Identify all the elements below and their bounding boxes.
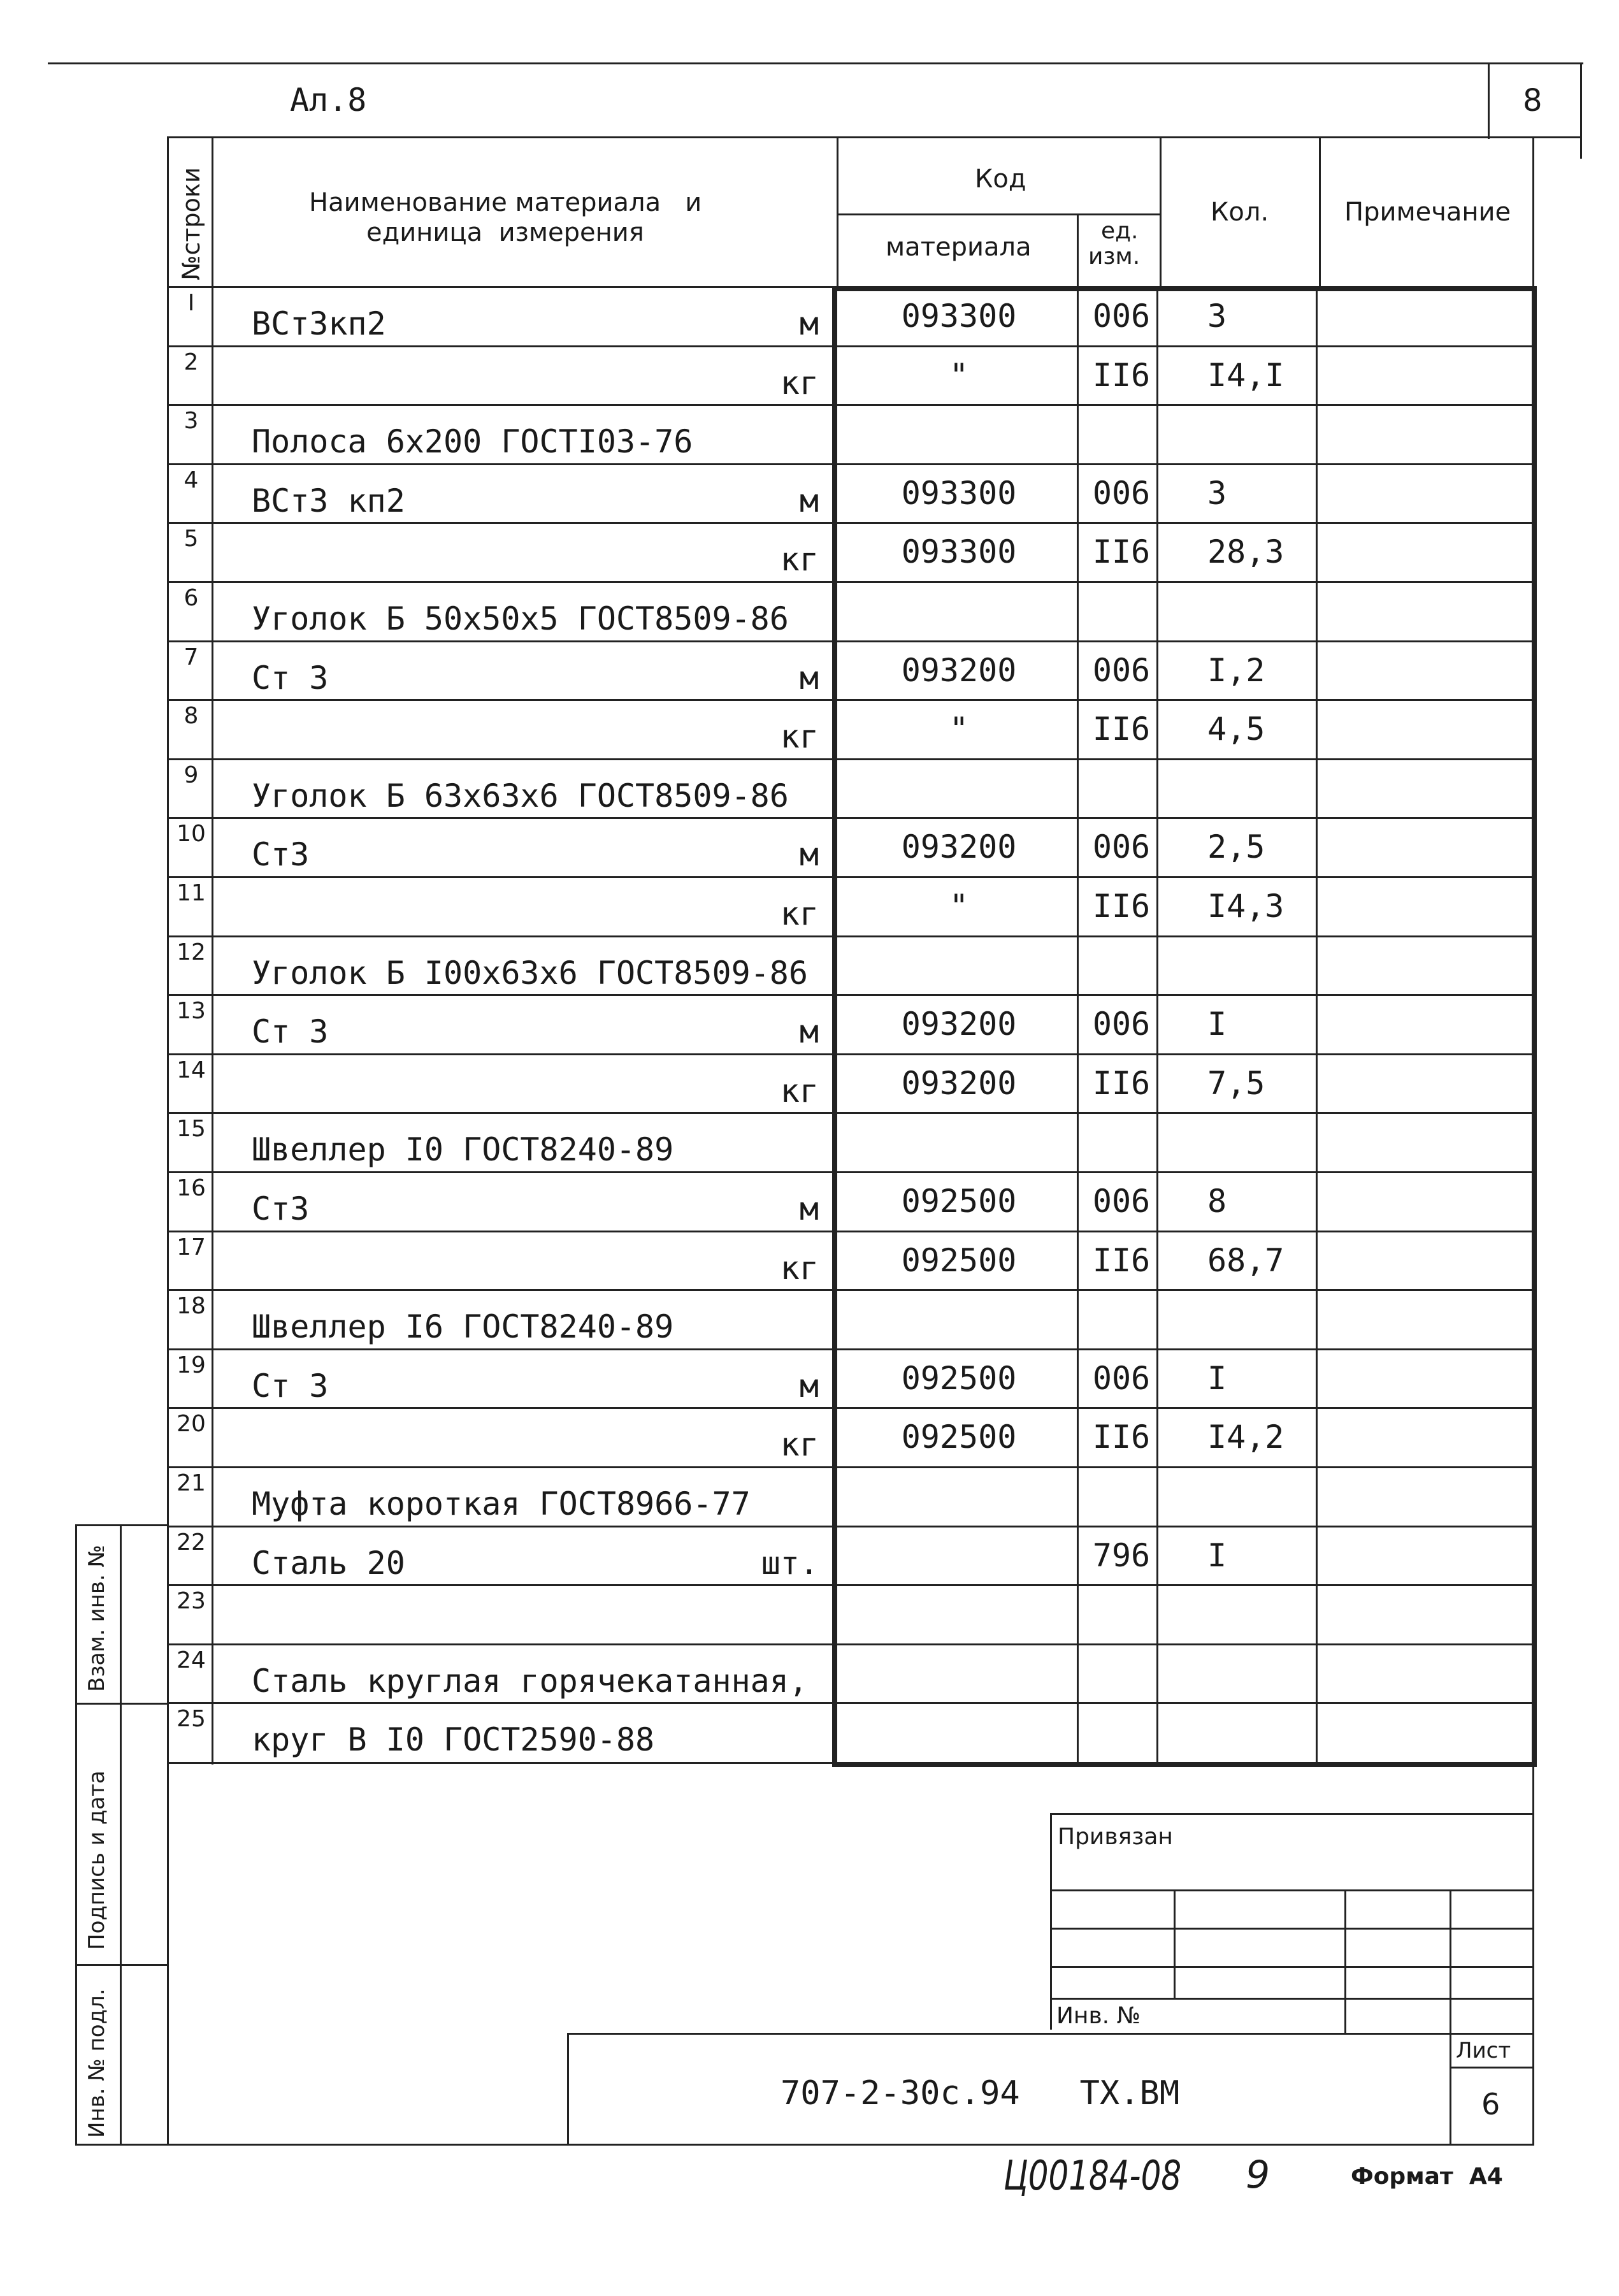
quantity: I4,2	[1207, 1419, 1284, 1455]
material-name: Уголок Б I00х63х6 ГОСТ8509-86	[252, 955, 808, 992]
row-divider	[167, 345, 1534, 347]
row-divider	[167, 935, 1534, 937]
unit-label: м	[799, 1190, 819, 1227]
row-divider	[167, 1112, 1534, 1114]
material-code: 093300	[901, 298, 1017, 335]
material-code: 093200	[901, 828, 1017, 865]
row-number: 9	[183, 762, 199, 788]
row-number: 7	[183, 644, 199, 670]
row-number: I	[187, 290, 195, 316]
row-divider	[167, 1231, 1534, 1232]
name-header-line2: единица измерения	[366, 218, 644, 247]
material-code: 093300	[901, 475, 1017, 512]
quantity: I,2	[1207, 652, 1265, 689]
material-name: Ст 3	[252, 660, 329, 697]
unit-label: кг	[780, 1072, 819, 1109]
material-name: Сталь 20	[252, 1545, 405, 1582]
row-number: 13	[176, 998, 206, 1024]
unit-code: II6	[1092, 1419, 1151, 1455]
row-number: 16	[176, 1175, 206, 1201]
row-divider	[167, 994, 1534, 996]
row-divider	[167, 581, 1534, 583]
material-code: "	[949, 711, 969, 747]
quantity: I4,3	[1207, 888, 1284, 925]
quantity: 8	[1207, 1183, 1227, 1220]
row-divider	[167, 1348, 1534, 1350]
unit-label: м	[799, 836, 819, 873]
material-name: Уголок Б 50х50х5 ГОСТ8509-86	[252, 600, 789, 637]
quantity: 3	[1207, 298, 1227, 335]
code-header: Код	[975, 164, 1026, 194]
quantity: I	[1207, 1537, 1227, 1574]
unit-label: кг	[780, 895, 819, 932]
row-number: 2	[183, 349, 199, 375]
unit-code: 006	[1092, 475, 1151, 512]
unit-label: м	[799, 660, 819, 697]
signature-date-label: Подпись и дата	[84, 1770, 110, 1950]
unit-code: II6	[1092, 357, 1151, 394]
name-header-line1: Наименование материала и	[309, 188, 702, 217]
row-divider	[167, 876, 1534, 878]
material-name: круг В I0 ГОСТ2590-88	[252, 1721, 655, 1758]
row-number-header: №строки	[177, 167, 205, 280]
page-number: 8	[1523, 83, 1543, 119]
archive-number: Ц00184-08	[1004, 2153, 1182, 2200]
row-divider	[167, 699, 1534, 701]
unit-label: шт.	[761, 1545, 819, 1582]
material-code: 093200	[901, 1065, 1017, 1102]
material-name: Муфта короткая ГОСТ8966-77	[252, 1485, 751, 1522]
unit-code: II6	[1092, 888, 1151, 925]
material-code: 092500	[901, 1419, 1017, 1455]
row-divider	[167, 522, 1534, 524]
unit-header-line2: изм.	[1088, 243, 1140, 270]
material-name: Ст 3	[252, 1013, 329, 1050]
material-code: 093200	[901, 652, 1017, 689]
material-name: ВСт3 кп2	[252, 482, 405, 519]
material-code: 093200	[901, 1006, 1017, 1043]
row-number: 10	[176, 821, 206, 847]
footer-page: 9	[1246, 2153, 1270, 2197]
row-number: 21	[176, 1470, 206, 1496]
row-number: 11	[176, 880, 206, 906]
unit-label: кг	[780, 718, 819, 755]
row-number: 8	[183, 703, 199, 729]
material-name: Уголок Б 63х63х6 ГОСТ8509-86	[252, 777, 789, 814]
row-number: 3	[183, 408, 199, 434]
material-name: ВСт3кп2	[252, 305, 386, 342]
row-number: 18	[176, 1293, 206, 1319]
material-name: Сталь круглая горячекатанная,	[252, 1663, 808, 1700]
row-divider	[167, 817, 1534, 819]
unit-label: кг	[780, 1250, 819, 1287]
material-name: Ст3	[252, 836, 310, 873]
quantity: 7,5	[1207, 1065, 1265, 1102]
row-divider	[167, 758, 1534, 760]
unit-label: кг	[780, 365, 819, 401]
row-divider	[167, 1584, 1534, 1586]
material-name: Ст 3	[252, 1368, 329, 1404]
row-divider	[167, 640, 1534, 642]
material-name: Полоса 6х200 ГОСТI03-76	[252, 423, 693, 460]
row-divider	[167, 1171, 1534, 1173]
row-number: 17	[176, 1234, 206, 1260]
row-divider	[167, 1407, 1534, 1409]
unit-code: 796	[1092, 1537, 1151, 1574]
inv-no-label: Инв. №	[1056, 2003, 1141, 2029]
unit-code: II6	[1092, 1065, 1151, 1102]
row-number: 24	[176, 1647, 206, 1673]
row-divider	[167, 404, 1534, 406]
unit-code: 006	[1092, 1360, 1151, 1397]
material-header: материала	[886, 233, 1032, 262]
unit-code: II6	[1092, 1242, 1151, 1279]
quantity: 2,5	[1207, 828, 1265, 865]
material-code: 093300	[901, 533, 1017, 570]
row-number: 22	[176, 1529, 206, 1556]
material-code: "	[949, 888, 969, 925]
unit-code: 006	[1092, 1006, 1151, 1043]
row-number: 5	[183, 526, 199, 552]
unit-code: II6	[1092, 533, 1151, 570]
format-label: Формат А4	[1351, 2163, 1503, 2190]
row-number: 20	[176, 1411, 206, 1437]
document-code: 707-2-30с.94 ТХ.ВМ	[781, 2074, 1180, 2112]
note-header: Примечание	[1344, 198, 1511, 227]
sheet-label-stamp: Лист	[1456, 2038, 1511, 2063]
material-code: 092500	[901, 1360, 1017, 1397]
privyazan-label: Привязан	[1058, 1824, 1173, 1850]
row-divider	[167, 463, 1534, 465]
quantity: 4,5	[1207, 711, 1265, 747]
quantity: 3	[1207, 475, 1227, 512]
unit-label: м	[799, 1368, 819, 1404]
quantity: I4,I	[1207, 357, 1284, 394]
quantity: I	[1207, 1006, 1227, 1043]
row-number: 19	[176, 1352, 206, 1378]
row-number: 12	[176, 939, 206, 965]
unit-code: 006	[1092, 652, 1151, 689]
quantity: I	[1207, 1360, 1227, 1397]
row-divider	[167, 1053, 1534, 1055]
row-number: 15	[176, 1116, 206, 1142]
unit-code: 006	[1092, 298, 1151, 335]
row-divider	[167, 1466, 1534, 1468]
row-divider	[167, 1289, 1534, 1291]
qty-header: Кол.	[1211, 198, 1269, 227]
quantity: 68,7	[1207, 1242, 1284, 1279]
material-name: Швеллер I6 ГОСТ8240-89	[252, 1308, 674, 1345]
row-number: 25	[176, 1706, 206, 1732]
unit-label: м	[799, 1013, 819, 1050]
unit-code: 006	[1092, 1183, 1151, 1220]
unit-label: кг	[780, 541, 819, 578]
material-code: 092500	[901, 1183, 1017, 1220]
unit-label: м	[799, 482, 819, 519]
sheet-label: Ал.8	[290, 82, 367, 119]
unit-label: м	[799, 305, 819, 342]
row-divider	[167, 1526, 1534, 1527]
material-name: Ст3	[252, 1190, 310, 1227]
material-name: Швеллер I0 ГОСТ8240-89	[252, 1131, 674, 1168]
row-divider	[167, 1643, 1534, 1645]
material-code: 092500	[901, 1242, 1017, 1279]
row-number: 23	[176, 1588, 206, 1614]
row-number: 6	[183, 585, 199, 611]
vzam-inv-label: Взам. инв. №	[84, 1545, 110, 1692]
unit-label: кг	[780, 1426, 819, 1463]
row-number: 4	[183, 467, 199, 493]
unit-code: II6	[1092, 711, 1151, 747]
unit-header-line1: ед.	[1101, 218, 1139, 244]
inv-podl-label: Инв. № подл.	[84, 1988, 110, 2138]
material-code: "	[949, 357, 969, 394]
row-divider	[167, 1702, 1534, 1704]
unit-code: 006	[1092, 828, 1151, 865]
row-number: 14	[176, 1057, 206, 1083]
quantity: 28,3	[1207, 533, 1284, 570]
sheet-number: 6	[1481, 2087, 1500, 2121]
